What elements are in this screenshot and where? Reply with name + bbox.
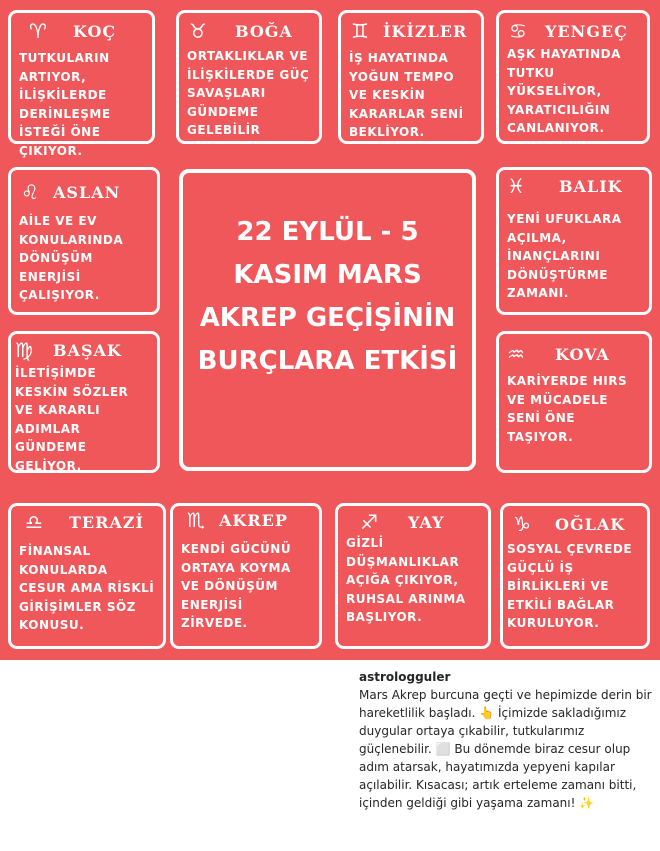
gemini-icon: ♊ <box>351 19 369 43</box>
sign-text-terazi: FİNANSAL KONULARDA CESUR AMA RİSKLİ GİRİŞİMLER SÖZ KONUSU. <box>19 544 155 632</box>
taurus-icon: ♉ <box>189 19 207 43</box>
sign-name-basak: BAŞAK <box>53 341 122 360</box>
scorpio-icon: ♏ <box>187 508 205 532</box>
caption-text: Mars Akrep burcuna geçti ve hepimizde derin bir hareketlilik başladı. 👆 İçimizde sakladığımız duygular ortaya çıkabilir, tutkularımız güçlenebilir. ⬜ Bu dönemde biraz cesur olup adım atarsak, hayatımızda yepyeni kapılar açılabilir. Kısacası; artık erteleme zamanı bitti, içinden geldiği gibi yaşama zamanı! ✨ <box>359 688 652 810</box>
sagittarius-icon: ♐ <box>360 510 378 534</box>
post-caption <box>359 668 655 812</box>
card-oglak <box>500 503 650 649</box>
card-boga <box>176 10 322 144</box>
sign-name-koc: KOÇ <box>73 22 117 41</box>
center-title: 22 EYLÜL - 5 KASIM MARS AKREP GEÇİŞİNİN BURÇLARA ETKİSİ <box>197 217 458 376</box>
card-terazi <box>8 503 166 649</box>
cancer-icon: ♋ <box>509 19 527 43</box>
sign-text-oglak: SOSYAL ÇEVREDE GÜÇLÜ İŞ BİRLİKLERİ VE ETKİLİ BAĞLAR KURULUYOR. <box>507 542 633 630</box>
libra-icon: ♎ <box>25 510 43 534</box>
capricorn-icon: ♑ <box>513 512 531 536</box>
card-yay <box>335 503 491 649</box>
sign-text-aslan: AİLE VE EV KONULARINDA DÖNÜŞÜM ENERJİSİ ÇALIŞIYOR. <box>19 214 124 302</box>
card-balik <box>496 167 652 315</box>
sign-name-terazi: TERAZİ <box>69 513 144 532</box>
sign-text-ikizler: İŞ HAYATINDA YOĞUN TEMPO VE KESKİN KARARLAR SENİ BEKLİYOR. <box>349 51 464 139</box>
caption-username[interactable]: astrologguler <box>359 670 451 684</box>
sign-name-boga: BOĞA <box>235 22 293 41</box>
sign-text-akrep: KENDİ GÜCÜNÜ ORTAYA KOYMA VE DÖNÜŞÜM ENERJİSİ ZİRVEDE. <box>181 542 292 630</box>
sign-text-balik: YENİ UFUKLARA AÇILMA, İNANÇLARINI DÖNÜŞTÜRME ZAMANI. <box>507 212 622 300</box>
pisces-icon: ♓ <box>507 174 525 198</box>
card-akrep <box>170 503 322 649</box>
sign-name-ikizler: İKİZLER <box>383 22 468 41</box>
sign-name-akrep: AKREP <box>219 511 288 530</box>
sign-text-koc: TUTKULARIN ARTIYOR, İLİŞKİLERDE DERİNLEŞME İSTEĞİ ÖNE ÇIKIYOR. <box>19 51 111 158</box>
sign-text-yay: GİZLİ DÜŞMANLIKLAR AÇIĞA ÇIKIYOR, RUHSAL ARINMA BAŞLIYOR. <box>346 536 466 624</box>
card-aslan <box>8 167 160 315</box>
card-yengec <box>496 10 650 144</box>
sign-name-balik: BALIK <box>559 177 623 196</box>
sign-text-basak: İLETİŞİMDE KESKİN SÖZLER VE KARARLI ADIMLAR GÜNDEME GELİYOR. <box>15 366 129 473</box>
sign-name-kova: KOVA <box>555 345 610 364</box>
card-koc <box>8 10 155 158</box>
leo-icon: ♌ <box>21 180 39 204</box>
sign-text-kova: KARİYERDE HIRS VE MÜCADELE SENİ ÖNE TAŞIYOR. <box>507 374 628 444</box>
aquarius-icon: ♒ <box>507 342 525 366</box>
sign-name-yay: YAY <box>408 513 445 532</box>
aries-icon: ♈ <box>29 19 47 43</box>
sign-name-aslan: ASLAN <box>53 183 121 202</box>
sign-name-yengec: YENGEÇ <box>545 22 628 41</box>
sign-text-boga: ORTAKLIKLAR VE İLİŞKİLERDE GÜÇ SAVAŞLARI GÜNDEME GELEBİLİR <box>187 49 310 137</box>
card-kova <box>496 331 652 473</box>
sign-text-yengec: AŞK HAYATINDA TUTKU YÜKSELİYOR, YARATICILIĞIN CANLANIYOR. <box>507 47 621 135</box>
card-ikizler <box>338 10 484 144</box>
card-basak <box>8 331 160 473</box>
sign-name-oglak: OĞLAK <box>555 515 626 534</box>
center-title-box <box>179 169 476 471</box>
virgo-icon: ♍ <box>15 338 33 362</box>
